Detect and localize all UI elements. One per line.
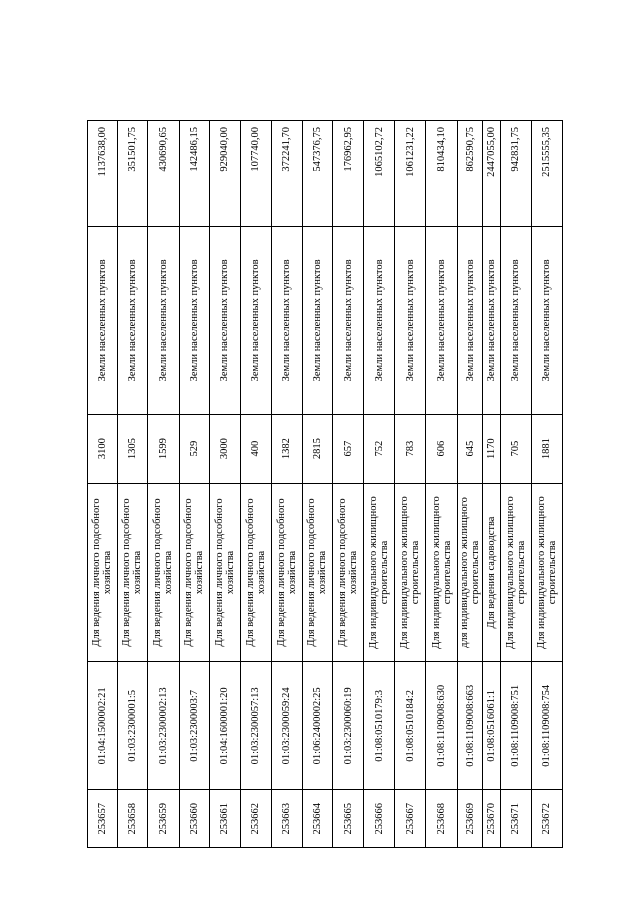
land-category: Земли населенных пунктов (209, 227, 240, 414)
record-number: 253670 (482, 790, 500, 848)
plot-area: 705 (501, 414, 532, 483)
permitted-use: Для ведения личного подсобного хозяйства (209, 483, 240, 661)
cadastral-value: 810434,10 (426, 121, 458, 227)
cadastral-value: 2447055,00 (482, 121, 500, 227)
permitted-use: Для ведения личного подсобного хозяйства (302, 483, 333, 661)
table-row (302, 121, 333, 848)
record-number: 253660 (179, 790, 209, 848)
permitted-use: Для ведения личного подсобного хозяйства (333, 483, 364, 661)
cadastral-value: 372241,70 (271, 121, 302, 227)
plot-area: 1170 (482, 414, 500, 483)
record-number: 253661 (209, 790, 240, 848)
table-row (482, 121, 500, 848)
table-row (88, 121, 118, 848)
cadastral-number: 01:03:2300003:7 (179, 662, 209, 790)
cadastral-value: 176962,95 (333, 121, 364, 227)
cadastral-number: 01:06:2400002:25 (302, 662, 333, 790)
permitted-use: Для ведения садоводства (482, 483, 500, 661)
land-category: Земли населенных пунктов (531, 227, 562, 414)
permitted-use: Для индивидуального жилищного строительства (395, 483, 426, 661)
record-number: 253672 (531, 790, 562, 848)
cadastral-number: 01:03:2300059:24 (271, 662, 302, 790)
cadastral-value: 942831,75 (501, 121, 532, 227)
plot-area: 1881 (531, 414, 562, 483)
cadastral-value: 547376,75 (302, 121, 333, 227)
cadastral-number: 01:08:0510179:3 (364, 662, 395, 790)
table-row (426, 121, 458, 848)
land-category: Земли населенных пунктов (117, 227, 147, 414)
permitted-use: Для ведения личного подсобного хозяйства (271, 483, 302, 661)
cadastral-value: 1061231,22 (395, 121, 426, 227)
cadastral-value: 2515555,35 (531, 121, 562, 227)
table-row (240, 121, 271, 848)
land-category: Земли населенных пунктов (147, 227, 179, 414)
table-row (458, 121, 483, 848)
cadastral-number: 01:08:1109008:663 (458, 662, 483, 790)
plot-area: 1382 (271, 414, 302, 483)
land-category: Земли населенных пунктов (364, 227, 395, 414)
land-category: Земли населенных пунктов (395, 227, 426, 414)
cadastral-value: 1137638,00 (88, 121, 118, 227)
table-row (501, 121, 532, 848)
plot-area: 3000 (209, 414, 240, 483)
record-number: 253667 (395, 790, 426, 848)
land-category: Земли населенных пунктов (333, 227, 364, 414)
cadastral-number: 01:03:2300001:5 (117, 662, 147, 790)
cadastral-number: 01:04:1500002:21 (88, 662, 118, 790)
cadastral-number: 01:08:0510184:2 (395, 662, 426, 790)
record-number: 253669 (458, 790, 483, 848)
plot-area: 400 (240, 414, 271, 483)
cadastral-number: 01:04:1600001:20 (209, 662, 240, 790)
land-category: Земли населенных пунктов (240, 227, 271, 414)
cadastral-value: 142486,15 (179, 121, 209, 227)
land-category: Земли населенных пунктов (88, 227, 118, 414)
record-number: 253668 (426, 790, 458, 848)
record-number: 253663 (271, 790, 302, 848)
permitted-use: Для индивидуального жилищного строительства (364, 483, 395, 661)
permitted-use: Для ведения личного подсобного хозяйства (240, 483, 271, 661)
land-category: Земли населенных пунктов (302, 227, 333, 414)
permitted-use: Для индивидуального жилищного строительства (501, 483, 532, 661)
permitted-use: Для ведения личного подсобного хозяйства (88, 483, 118, 661)
land-category: Земли населенных пунктов (179, 227, 209, 414)
record-number: 253658 (117, 790, 147, 848)
cadastral-number: 01:03:2300002:13 (147, 662, 179, 790)
cadastral-value: 862590,75 (458, 121, 483, 227)
permitted-use: Для ведения личного подсобного хозяйства (147, 483, 179, 661)
record-number: 253671 (501, 790, 532, 848)
table-row (209, 121, 240, 848)
land-category: Земли населенных пунктов (482, 227, 500, 414)
plot-area: 3100 (88, 414, 118, 483)
table-row (333, 121, 364, 848)
plot-area: 783 (395, 414, 426, 483)
record-number: 253664 (302, 790, 333, 848)
record-number: 253657 (88, 790, 118, 848)
land-category: Земли населенных пунктов (271, 227, 302, 414)
table-row (271, 121, 302, 848)
record-number: 253665 (333, 790, 364, 848)
cadastral-number: 01:08:0516061:1 (482, 662, 500, 790)
plot-area: 657 (333, 414, 364, 483)
table-row (179, 121, 209, 848)
plot-area: 1599 (147, 414, 179, 483)
table-row (395, 121, 426, 848)
cadastral-value: 430690,65 (147, 121, 179, 227)
cadastral-value: 929040,00 (209, 121, 240, 227)
land-category: Земли населенных пунктов (458, 227, 483, 414)
plot-area: 529 (179, 414, 209, 483)
permitted-use: Для ведения личного подсобного хозяйства (179, 483, 209, 661)
table-row (147, 121, 179, 848)
plot-area: 606 (426, 414, 458, 483)
permitted-use: Для индивидуального жилищного строительства (426, 483, 458, 661)
cadastral-number: 01:08:1109008:630 (426, 662, 458, 790)
land-plots-table (87, 120, 563, 848)
table-row (117, 121, 147, 848)
record-number: 253666 (364, 790, 395, 848)
permitted-use: для индивидуального жилищного строительства (458, 483, 483, 661)
cadastral-value: 351501,75 (117, 121, 147, 227)
cadastral-number: 01:03:2300057:13 (240, 662, 271, 790)
land-category: Земли населенных пунктов (501, 227, 532, 414)
plot-area: 645 (458, 414, 483, 483)
record-number: 253662 (240, 790, 271, 848)
permitted-use: Для индивидуального жилищного строительства (531, 483, 562, 661)
plot-area: 1305 (117, 414, 147, 483)
cadastral-value: 1065102,72 (364, 121, 395, 227)
cadastral-number: 01:08:1109008:751 (501, 662, 532, 790)
plot-area: 752 (364, 414, 395, 483)
rotated-page (87, 121, 563, 848)
table-row (364, 121, 395, 848)
table-row (531, 121, 562, 848)
plot-area: 2815 (302, 414, 333, 483)
cadastral-number: 01:08:1109008:754 (531, 662, 562, 790)
table-body (88, 121, 563, 848)
permitted-use: Для ведения личного подсобного хозяйства (117, 483, 147, 661)
record-number: 253659 (147, 790, 179, 848)
land-category: Земли населенных пунктов (426, 227, 458, 414)
cadastral-value: 107740,00 (240, 121, 271, 227)
cadastral-number: 01:03:2300060:19 (333, 662, 364, 790)
